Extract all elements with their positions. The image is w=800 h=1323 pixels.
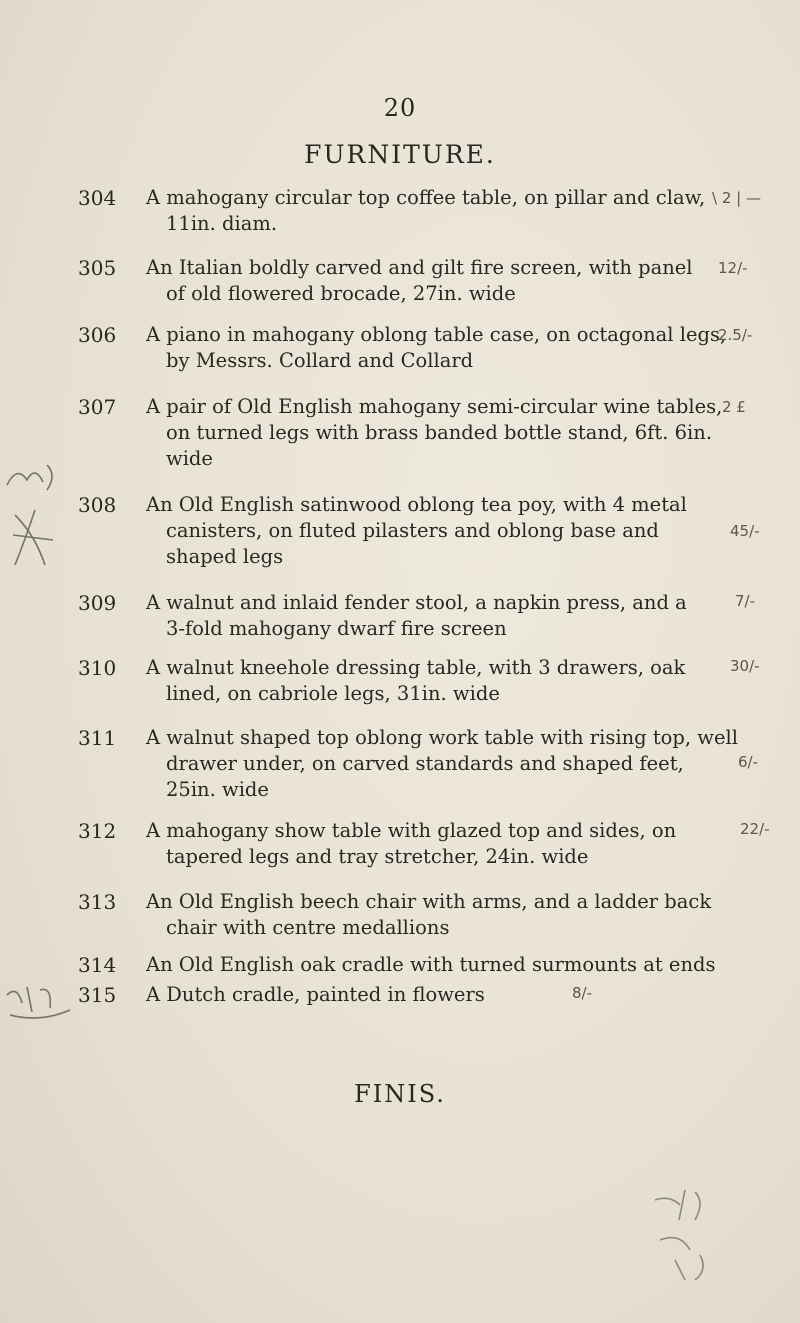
price-annotation: \ 2 | — [712, 189, 761, 207]
lot-description-line: on turned legs with brass banded bottle stand, 6ft. 6in. [166, 421, 713, 444]
lot-description-line: An Italian boldly carved and gilt fire screen, with panel [146, 256, 693, 279]
price-annotation: 30/- [730, 657, 760, 675]
lot-description-line: tapered legs and tray stretcher, 24in. wide [166, 845, 589, 868]
lot-description-line: of old flowered brocade, 27in. wide [166, 282, 516, 305]
lot-description [146, 322, 727, 374]
lot-number: 314 [78, 953, 117, 977]
lot-number: 304 [78, 186, 117, 210]
lot-description-line: shaped legs [166, 545, 284, 568]
lot-number: 313 [78, 890, 117, 914]
lot-description-line: A mahogany show table with glazed top and sides, on [146, 819, 677, 842]
lot-number: 310 [78, 656, 117, 680]
lot-description-line: A walnut kneehole dressing table, with 3 drawers, oak [146, 656, 686, 679]
page-number: 20 [383, 94, 417, 122]
lot-number: 312 [78, 819, 117, 843]
price-annotation: 2.5/- [718, 326, 753, 344]
lot-description-line: An Old English satinwood oblong tea poy, with 4 metal [146, 493, 687, 516]
lot-description-line: A walnut shaped top oblong work table with rising top, well [146, 726, 738, 749]
lot-number: 311 [78, 726, 117, 750]
lot-description-line: 25in. wide [166, 778, 269, 801]
lot-number: 315 [78, 983, 117, 1007]
lot-description-line: A piano in mahogany oblong table case, on octagonal legs, [146, 323, 727, 346]
lot-description-line: lined, on cabriole legs, 31in. wide [166, 682, 500, 705]
lot-description-line: by Messrs. Collard and Collard [166, 349, 474, 372]
lot-description [146, 394, 723, 472]
lot-description [146, 952, 714, 978]
lot-number: 305 [78, 256, 117, 280]
lot-description-line: chair with centre medallions [166, 916, 450, 939]
margin-mark-310 [5, 505, 65, 580]
section-title: FURNITURE. [304, 140, 496, 169]
lot-description-line: A Dutch cradle, painted in flowers [146, 983, 485, 1006]
lot-number: 306 [78, 323, 117, 347]
lot-description-line: An Old English beech chair with arms, and a ladder back [146, 890, 712, 913]
price-annotation: 45/- [730, 522, 760, 540]
lot-description-line: A mahogany circular top coffee table, on pillar and claw, [146, 186, 706, 209]
lot-description [146, 492, 714, 570]
lot-description-line: A pair of Old English mahogany semi-circular wine tables, [146, 395, 723, 418]
finis-footer: FINIS. [354, 1080, 446, 1108]
lot-description [146, 982, 714, 1008]
lot-description-line: 3-fold mahogany dwarf fire screen [166, 617, 507, 640]
lot-description [146, 185, 714, 237]
price-annotation: 7/- [735, 592, 756, 610]
lot-description-line: wide [166, 447, 213, 470]
lot-description [146, 889, 714, 941]
price-annotation: 8/- [572, 984, 593, 1002]
lot-description [146, 590, 714, 642]
price-annotation: 12/- [718, 259, 748, 277]
lot-description-line: drawer under, on carved standards and shaped feet, [166, 752, 684, 775]
lot-description [146, 255, 714, 307]
price-annotation: 22/- [740, 820, 770, 838]
lot-description [146, 818, 714, 870]
lot-description-line: A walnut and inlaid fender stool, a napkin press, and a [146, 591, 687, 614]
lot-number: 308 [78, 493, 117, 517]
lot-number: 309 [78, 591, 117, 615]
price-annotation: 2 £ [722, 398, 746, 416]
price-annotation: 6/- [738, 753, 759, 771]
lot-description [146, 725, 738, 803]
lot-description-line: 11in. diam. [166, 212, 278, 235]
lot-description-line: canisters, on fluted pilasters and oblong base and [166, 519, 659, 542]
lot-description-line: An Old English oak cradle with turned surmounts at ends [146, 953, 716, 976]
pencil-scribble [645, 1180, 735, 1297]
margin-mark-309 [2, 455, 72, 500]
margin-mark-314 [2, 975, 72, 1030]
lot-description [146, 655, 714, 707]
lot-number: 307 [78, 395, 117, 419]
